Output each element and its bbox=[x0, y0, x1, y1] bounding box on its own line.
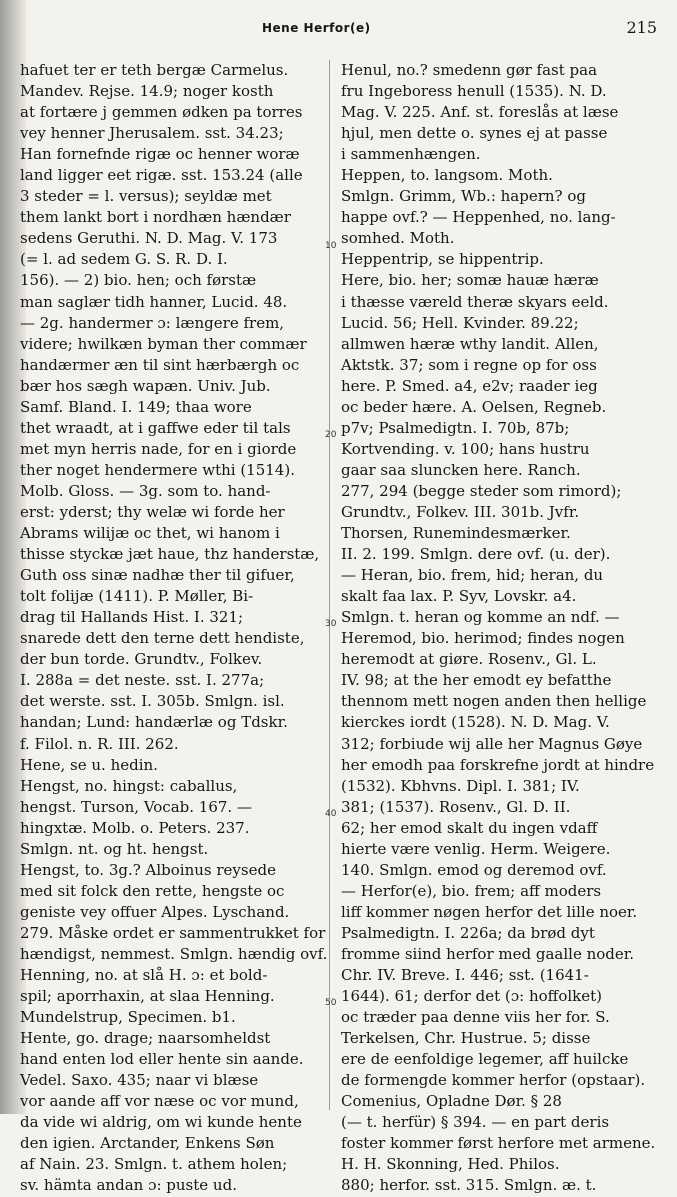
text-line: 62; her emod skalt du ingen vdaff bbox=[341, 818, 598, 837]
text-line: Mandev. Rejse. 14.9; noger kosth bbox=[20, 82, 274, 101]
text-line: sv. hämta andan ɔ: puste ud. bbox=[20, 1176, 237, 1195]
text-line: ere de eenfoldige legemer, aff huilcke bbox=[341, 1050, 629, 1069]
text-line: af Nain. 23. Smlgn. t. athem holen; bbox=[20, 1155, 288, 1174]
text-line: hafuet ter er teth bergæ Carmelus. bbox=[20, 61, 289, 79]
line-number-10: 10 bbox=[325, 241, 337, 251]
text-line: oc træder paa denne viis her for. S. bbox=[341, 1008, 610, 1027]
text-line: hand enten lod eller hente sin aande. bbox=[20, 1050, 304, 1069]
text-line: Han fornefnde rigæ oc henner woræ bbox=[20, 145, 300, 164]
text-line: Lucid. 56; Hell. Kvinder. 89.22; bbox=[341, 313, 579, 332]
text-line: Chr. IV. Breve. I. 446; sst. (1641- bbox=[341, 966, 589, 985]
text-line: videre; hwilkæn byman ther commær bbox=[20, 334, 307, 353]
text-line: sedens Geruthi. N. D. Mag. V. 173 bbox=[20, 229, 278, 248]
text-line: det werste. sst. I. 305b. Smlgn. isl. bbox=[20, 692, 285, 711]
text-line: (= l. ad sedem G. S. R. D. I. bbox=[20, 250, 228, 269]
text-line: Guth oss sinæ nadhæ ther til gifuer, bbox=[20, 566, 295, 585]
text-line: da vide wi aldrig, om wi kunde hente bbox=[20, 1113, 302, 1132]
text-line: thisse styckæ jæt haue, thz handerstæ, bbox=[20, 545, 320, 564]
column-divider bbox=[329, 60, 330, 1110]
text-line: Samf. Bland. I. 149; thaa wore bbox=[20, 397, 252, 416]
text-line: met myn herris nade, for en i giorde bbox=[20, 439, 297, 458]
right-column bbox=[341, 60, 656, 1195]
text-line: Vedel. Saxo. 435; naar vi blæse bbox=[20, 1071, 259, 1090]
text-line: ther noget hendermere wthi (1514). bbox=[20, 460, 295, 479]
text-line: 279. Måske ordet er sammentrukket for bbox=[20, 923, 326, 942]
text-line: at fortære j gemmen ødken pa torres bbox=[20, 103, 303, 122]
text-line: kierckes iordt (1528). N. D. Mag. V. bbox=[341, 713, 610, 732]
text-line: (1532). Kbhvns. Dipl. I. 381; IV. bbox=[341, 776, 580, 795]
text-line: Grundtv., Folkev. III. 301b. Jvfr. bbox=[341, 502, 580, 521]
text-line: I. 288a = det neste. sst. I. 277a; bbox=[20, 671, 265, 690]
text-line: land ligger eet rigæ. sst. 153.24 (alle bbox=[20, 166, 303, 185]
text-line: Kortvending. v. 100; hans hustru bbox=[341, 439, 590, 458]
text-line: geniste vey offuer Alpes. Lyschand. bbox=[20, 902, 290, 921]
text-line: hjul, men dette o. synes ej at passe bbox=[341, 124, 608, 143]
text-line: 312; forbiude wij alle her Magnus Gøye bbox=[341, 734, 643, 753]
text-line: H. H. Skonning, Hed. Philos. bbox=[341, 1155, 560, 1174]
text-line: II. 2. 199. Smlgn. dere ovf. (u. der). bbox=[341, 545, 611, 564]
text-line: Comenius, Opladne Dør. § 28 bbox=[341, 1092, 562, 1111]
text-line: Hene, se u. hedin. bbox=[20, 755, 158, 774]
text-line: thennom mett nogen anden then hellige bbox=[341, 692, 647, 711]
text-line: handærmer æn til sint hærbærgh oc bbox=[20, 355, 300, 374]
text-line: gaar saa sluncken here. Ranch. bbox=[341, 460, 581, 479]
text-line: den igien. Arctander, Enkens Søn bbox=[20, 1134, 275, 1153]
text-line: Smlgn. t. heran og komme an ndf. — bbox=[341, 608, 620, 627]
text-line: Abrams wilijæ oc thet, wi hanom i bbox=[20, 524, 280, 543]
text-line: them lankt bort i nordhæn hændær bbox=[20, 208, 291, 227]
line-number-40: 40 bbox=[325, 809, 337, 819]
text-line: hingxtæ. Molb. o. Peters. 237. bbox=[20, 818, 250, 837]
text-line: IV. 98; at the her emodt ey befatthe bbox=[341, 671, 612, 690]
text-line: Hengst, no. hingst: caballus, bbox=[20, 776, 238, 795]
text-line: 880; herfor. sst. 315. Smlgn. æ. t. bbox=[341, 1176, 597, 1195]
text-line: hændigst, nemmest. Smlgn. hændig ovf. bbox=[20, 944, 328, 963]
text-line: med sit folck den rette, hengste oc bbox=[20, 881, 285, 900]
text-line: hengst. Turson, Vocab. 167. — bbox=[20, 797, 252, 816]
text-line: bær hos sægh wapæn. Univ. Jub. bbox=[20, 376, 271, 395]
text-line: heremodt at giøre. Rosenv., Gl. L. bbox=[341, 650, 597, 669]
text-line: Henul, no.? smedenn gør fast paa bbox=[341, 61, 598, 79]
page-number: 215 bbox=[626, 18, 657, 37]
text-line: erst: yderst; thy welæ wi forde her bbox=[20, 502, 285, 521]
text-line: here. P. Smed. a4, e2v; raader ieg bbox=[341, 376, 598, 395]
text-line: fromme siind herfor med gaalle noder. bbox=[341, 944, 635, 963]
text-line: somhed. Moth. bbox=[341, 229, 455, 248]
line-number-20: 20 bbox=[325, 430, 337, 440]
text-line: Mag. V. 225. Anf. st. foreslås at læse bbox=[341, 103, 619, 122]
text-line: — Herfor(e), bio. frem; aff moders bbox=[341, 881, 602, 900]
text-line: vor aande aff vor næse oc vor mund, bbox=[20, 1092, 299, 1111]
text-line: oc beder hære. A. Oelsen, Regneb. bbox=[341, 397, 607, 416]
text-line: p7v; Psalmedigtn. I. 70b, 87b; bbox=[341, 418, 570, 437]
text-line: 140. Smlgn. emod og deremod ovf. bbox=[341, 860, 607, 879]
text-line: man saglær tidh hanner, Lucid. 48. bbox=[20, 292, 288, 311]
text-line: drag til Hallands Hist. I. 321; bbox=[20, 608, 244, 627]
text-line: Heppentrip, se hippentrip. bbox=[341, 250, 544, 269]
text-line: fru Ingeboress henull (1535). N. D. bbox=[341, 82, 607, 101]
text-line: Psalmedigtn. I. 226a; da brød dyt bbox=[341, 923, 595, 942]
text-line: Heppen, to. langsom. Moth. bbox=[341, 166, 553, 185]
text-line: — 2g. handermer ɔ: længere frem, bbox=[20, 313, 285, 332]
text-line: handan; Lund: handærlæ og Tdskr. bbox=[20, 713, 288, 732]
text-line: 277, 294 (begge steder som rimord); bbox=[341, 481, 622, 500]
text-line: 156). — 2) bio. hen; och førstæ bbox=[20, 271, 257, 290]
text-line: i sammenhængen. bbox=[341, 145, 481, 164]
text-line: spil; aporrhaxin, at slaa Henning. bbox=[20, 987, 275, 1006]
text-line: her emodh paa forskrefne jordt at hindre bbox=[341, 755, 655, 774]
line-number-30: 30 bbox=[325, 619, 337, 629]
text-line: snarede dett den terne dett hendiste, bbox=[20, 629, 305, 648]
text-line: — Heran, bio. frem, hid; heran, du bbox=[341, 566, 604, 585]
text-line: allmwen hæræ wthy landit. Allen, bbox=[341, 334, 599, 353]
text-line: 3 steder = l. versus); seyldæ met bbox=[20, 187, 272, 206]
text-line: Aktstk. 37; som i regne op for oss bbox=[341, 355, 597, 374]
running-head: Hene Herfor(e) bbox=[262, 21, 371, 35]
text-line: Smlgn. nt. og ht. hengst. bbox=[20, 839, 209, 858]
text-line: f. Filol. n. R. III. 262. bbox=[20, 734, 179, 753]
text-line: skalt faa lax. P. Syv, Lovskr. a4. bbox=[341, 587, 577, 606]
text-line: tolt folijæ (1411). P. Møller, Bi- bbox=[20, 587, 254, 606]
text-line: (— t. herfür) § 394. — en part deris bbox=[341, 1113, 610, 1132]
text-line: foster kommer først herfore met armene. bbox=[341, 1134, 656, 1153]
text-line: Smlgn. Grimm, Wb.: hapern? og bbox=[341, 187, 586, 206]
text-line: 381; (1537). Rosenv., Gl. D. II. bbox=[341, 797, 571, 816]
text-line: Hengst, to. 3g.? Alboinus reysede bbox=[20, 860, 276, 879]
text-line: Heremod, bio. herimod; findes nogen bbox=[341, 629, 625, 648]
text-line: Terkelsen, Chr. Hustrue. 5; disse bbox=[341, 1029, 591, 1048]
text-line: der bun torde. Grundtv., Folkev. bbox=[20, 650, 263, 669]
text-line: Mundelstrup, Specimen. b1. bbox=[20, 1008, 236, 1027]
text-line: Molb. Gloss. — 3g. som to. hand- bbox=[20, 481, 271, 500]
text-line: Thorsen, Runemindesmærker. bbox=[341, 524, 571, 543]
text-line: i thæsse væreld theræ skyars eeld. bbox=[341, 292, 609, 311]
text-line: de formengde kommer herfor (opstaar). bbox=[341, 1071, 646, 1090]
text-line: 1644). 61; derfor det (ɔ: hoffolket) bbox=[341, 987, 603, 1006]
text-line: happe ovf.? — Heppenhed, no. lang- bbox=[341, 208, 616, 227]
text-line: thet wraadt, at i gaffwe eder til tals bbox=[20, 418, 291, 437]
page-header bbox=[0, 18, 677, 42]
left-column bbox=[20, 60, 328, 1195]
text-line: vey henner Jherusalem. sst. 34.23; bbox=[20, 124, 284, 143]
text-line: Here, bio. her; somæ hauæ hæræ bbox=[341, 271, 599, 290]
text-line: hierte være venlig. Herm. Weigere. bbox=[341, 839, 611, 858]
text-line: Hente, go. drage; naarsomheldst bbox=[20, 1029, 271, 1048]
text-line: Henning, no. at slå H. ɔ: et bold- bbox=[20, 966, 268, 985]
text-line: liff kommer nøgen herfor det lille noer. bbox=[341, 902, 638, 921]
line-number-50: 50 bbox=[325, 998, 337, 1008]
